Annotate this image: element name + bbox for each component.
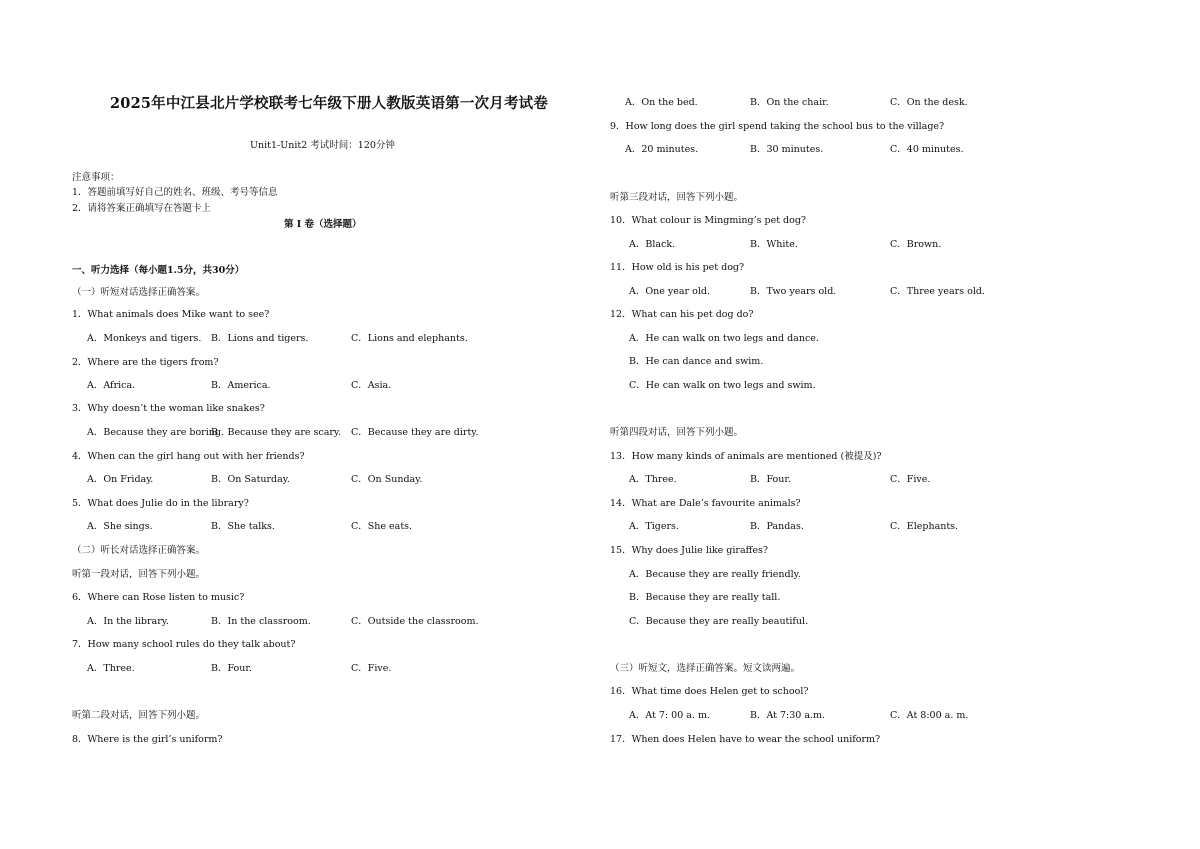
option-b: B．Pandas. bbox=[750, 521, 804, 532]
option-a: A．At 7: 00 a. m. bbox=[629, 710, 710, 721]
option-a: A．20 minutes. bbox=[625, 144, 699, 155]
option-a: A．Because they are boring. bbox=[87, 427, 224, 438]
option-b: B．White. bbox=[750, 239, 798, 250]
question-stem: 15．Why does Julie like giraffes? bbox=[610, 545, 768, 556]
option-b: B．Lions and tigers. bbox=[211, 333, 309, 344]
option-b: B．On Saturday. bbox=[211, 474, 290, 485]
dialog-heading: 听第二段对话，回答下列小题。 bbox=[72, 710, 206, 721]
option-b: B．Four. bbox=[211, 663, 252, 674]
page-title: 2025年中江县北片学校联考七年级下册人教版英语第一次月考试卷 bbox=[110, 95, 549, 112]
option-a: A．Monkeys and tigers. bbox=[87, 333, 202, 344]
option-b: B．At 7:30 a.m. bbox=[750, 710, 826, 721]
question-stem: 11．How old is his pet dog? bbox=[610, 262, 745, 273]
option-c: C．Because they are really beautiful. bbox=[629, 616, 809, 627]
option-b: B．Because they are really tall. bbox=[629, 592, 781, 603]
option-a: A．Three. bbox=[629, 474, 677, 485]
question-stem: 17．When does Helen have to wear the school uniform? bbox=[610, 734, 881, 745]
question-stem: 12．What can his pet dog do? bbox=[610, 309, 754, 320]
question-stem: 10．What colour is Mingming’s pet dog? bbox=[610, 215, 807, 226]
option-c: C．Brown. bbox=[890, 239, 942, 250]
option-a: A．One year old. bbox=[629, 286, 710, 297]
exam-subtitle: Unit1-Unit2 考试时间：120分钟 bbox=[250, 140, 395, 151]
right-column bbox=[610, 0, 1130, 849]
option-a: A．On Friday. bbox=[87, 474, 154, 485]
option-b: B．Two years old. bbox=[750, 286, 837, 297]
option-c: C．Lions and elephants. bbox=[351, 333, 468, 344]
option-c: C．Because they are dirty. bbox=[351, 427, 479, 438]
option-b: B．Four. bbox=[750, 474, 791, 485]
option-c: C．Asia. bbox=[351, 380, 392, 391]
subsection-heading: （二）听长对话选择正确答案。 bbox=[72, 545, 206, 556]
option-c: C．He can walk on two legs and swim. bbox=[629, 380, 816, 391]
question-stem: 6．Where can Rose listen to music? bbox=[72, 592, 245, 603]
subsection-heading: （一）听短对话选择正确答案。 bbox=[72, 287, 206, 298]
left-column bbox=[70, 0, 590, 849]
question-stem: 3．Why doesn’t the woman like snakes? bbox=[72, 403, 265, 414]
notice-item: 2．请将答案正确填写在答题卡上 bbox=[72, 203, 212, 214]
option-a: A．Africa. bbox=[87, 380, 136, 391]
option-a: A．In the library. bbox=[87, 616, 169, 627]
option-a: A．On the bed. bbox=[625, 97, 698, 108]
option-b: B．She talks. bbox=[211, 521, 275, 532]
question-stem: 5．What does Julie do in the library? bbox=[72, 498, 249, 509]
dialog-heading: 听第三段对话，回答下列小题。 bbox=[610, 192, 744, 203]
option-c: C．Five. bbox=[890, 474, 931, 485]
question-stem: 7．How many school rules do they talk about? bbox=[72, 639, 296, 650]
option-a: A．He can walk on two legs and dance. bbox=[629, 333, 819, 344]
option-c: C．On Sunday. bbox=[351, 474, 423, 485]
question-stem: 2．Where are the tigers from? bbox=[72, 357, 219, 368]
option-b: B．In the classroom. bbox=[211, 616, 311, 627]
notice-heading: 注意事项： bbox=[72, 172, 120, 183]
question-stem: 4．When can the girl hang out with her friends? bbox=[72, 451, 305, 462]
option-a: A．Because they are really friendly. bbox=[629, 569, 801, 580]
dialog-heading: 听第一段对话，回答下列小题。 bbox=[72, 569, 206, 580]
option-b: B．Because they are scary. bbox=[211, 427, 342, 438]
notice-item: 1．答题前填写好自己的姓名、班级、考号等信息 bbox=[72, 187, 278, 198]
option-a: A．Three. bbox=[87, 663, 135, 674]
question-stem: 8．Where is the girl’s uniform? bbox=[72, 734, 223, 745]
part-title: 第 I 卷（选择题） bbox=[284, 219, 362, 230]
option-c: C．Outside the classroom. bbox=[351, 616, 479, 627]
option-a: A．She sings. bbox=[87, 521, 153, 532]
option-c: C．On the desk. bbox=[890, 97, 968, 108]
option-c: C．Elephants. bbox=[890, 521, 959, 532]
option-c: C．She eats. bbox=[351, 521, 413, 532]
question-stem: 14．What are Dale’s favourite animals? bbox=[610, 498, 801, 509]
subsection-heading: （三）听短文，选择正确答案。短文读两遍。 bbox=[610, 663, 801, 674]
question-stem: 13．How many kinds of animals are mentioned (被提及)? bbox=[610, 451, 882, 462]
option-b: B．On the chair. bbox=[750, 97, 829, 108]
option-a: A．Black. bbox=[629, 239, 676, 250]
option-a: A．Tigers. bbox=[629, 521, 679, 532]
option-b: B．America. bbox=[211, 380, 271, 391]
question-stem: 1．What animals does Mike want to see? bbox=[72, 309, 270, 320]
question-stem: 16．What time does Helen get to school? bbox=[610, 686, 809, 697]
option-b: B．30 minutes. bbox=[750, 144, 824, 155]
question-stem: 9．How long does the girl spend taking the school bus to the village? bbox=[610, 121, 945, 132]
option-b: B．He can dance and swim. bbox=[629, 356, 764, 367]
option-c: C．Five. bbox=[351, 663, 392, 674]
section-heading: 一、听力选择（每小题1.5分，共30分） bbox=[72, 265, 245, 276]
option-c: C．Three years old. bbox=[890, 286, 985, 297]
option-c: C．At 8:00 a. m. bbox=[890, 710, 969, 721]
option-c: C．40 minutes. bbox=[890, 144, 964, 155]
dialog-heading: 听第四段对话，回答下列小题。 bbox=[610, 427, 744, 438]
